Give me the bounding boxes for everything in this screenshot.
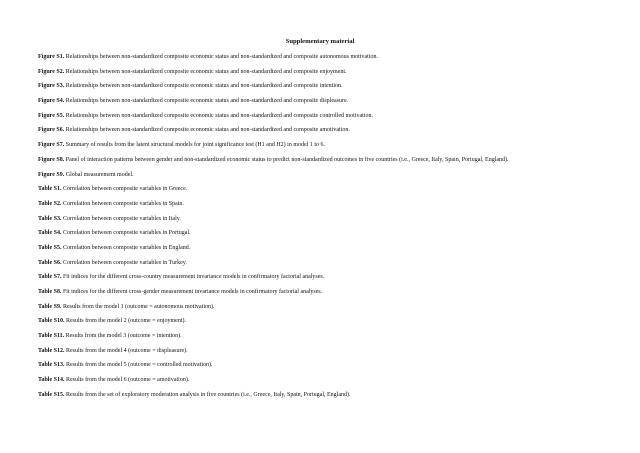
entry-label: Figure S7. [38, 142, 65, 149]
entry-description: Results from the model 6 (outcome = amotivation). [65, 377, 190, 384]
list-item [38, 347, 618, 362]
list-item [38, 244, 618, 259]
entry-label: Figure S5. [38, 112, 65, 119]
list-item [38, 332, 618, 347]
entry-description: Correlation between composite variables in Italy. [62, 215, 181, 222]
entry-description: Results from the model 1 (outcome = autonomous motivation). [62, 303, 215, 310]
list-item [38, 82, 618, 97]
entry-label: Figure S6. [38, 127, 65, 134]
entry-label: Figure S4. [38, 98, 65, 105]
entry-label: Table S7. [38, 274, 62, 281]
entry-description: Relationships between non-standardized composite economic status and non-standardized and composite displeasure. [65, 98, 349, 105]
list-item [38, 288, 618, 303]
list-item [38, 200, 618, 215]
entry-label: Table S8. [38, 289, 62, 295]
list-item [38, 273, 618, 288]
entry-label: Table S12. [38, 347, 65, 354]
entry-description: Relationships between non-standardized composite economic status and non-standardized and composite controlled motivation. [65, 112, 373, 119]
entry-description: Fit indices for the different cross-country measurement invariance models in confirmatory factorial analyses. [62, 274, 325, 281]
entry-label: Figure S2. [38, 68, 65, 75]
entry-label: Table S1. [38, 186, 62, 193]
entry-description: Results from the model 3 (outcome = intention). [65, 333, 182, 340]
entry-description: Relationships between non-standardized composite economic status and non-standardized and composite autonomous motivation. [65, 54, 378, 60]
entry-label: Figure S3. [38, 83, 65, 90]
list-item [38, 361, 618, 376]
entry-description: Results from the model 2 (outcome = enjoyment). [65, 318, 186, 325]
entry-label: Figure S9. [38, 171, 65, 178]
entry-description: Correlation between composite variables in Spain. [62, 200, 184, 207]
entry-label: Table S4. [38, 230, 62, 237]
list-item [38, 171, 618, 186]
entry-description: Summary of results from the latent structural models for joint significance test (H1 and H2) in model 1 to 6. [65, 142, 326, 149]
entry-description: Relationships between non-standardized composite economic status and non-standardized and composite intention. [65, 83, 343, 90]
entry-description: Results from the model 4 (outcome = displeasure). [65, 347, 188, 354]
list-item [38, 141, 618, 156]
list-item [38, 215, 618, 230]
list-item [38, 303, 618, 318]
list-item [38, 112, 618, 127]
entry-description: Correlation between composite variables in Turkey. [62, 259, 187, 266]
entry-label: Table S5. [38, 244, 62, 251]
list-item [38, 376, 618, 391]
list-item [38, 126, 618, 141]
entry-description: Relationships between non-standardized composite economic status and non-standardized and composite enjoyment. [65, 68, 347, 75]
list-item [38, 68, 618, 83]
entry-label: Table S14. [38, 377, 65, 384]
entry-description: Results from the model 5 (outcome = controlled motivation). [65, 362, 213, 369]
entry-label: Table S10. [38, 318, 65, 325]
list-item [38, 229, 618, 244]
entry-description: Relationships between non-standardized composite economic status and non-standardized and composite amotivation. [65, 127, 350, 134]
entry-label: Table S9. [38, 303, 62, 310]
entry-label: Table S3. [38, 215, 62, 222]
list-item [38, 53, 618, 68]
entry-description: Correlation between composite variables in Greece. [62, 186, 188, 193]
list-item [38, 156, 618, 171]
page-title: Supplementary material [285, 38, 355, 45]
entry-label: Table S15. [38, 391, 65, 398]
entry-label: Table S11. [38, 333, 65, 340]
entry-description: Fit indices for the different cross-gender measurement invariance models in confirmatory factorial analyses. [62, 289, 323, 295]
list-item [38, 185, 618, 200]
list-item [38, 391, 618, 406]
list-item [38, 317, 618, 332]
entry-label: Table S2. [38, 200, 62, 207]
entry-description: Panel of interaction patterns between gender and non-standardized economic status to predict non-standardized outcomes in five countries (i.e., Greece, Italy, Spain, Portugal, England). [65, 156, 509, 163]
supplementary-list [38, 53, 618, 406]
entry-label: Figure S1. [38, 54, 65, 60]
list-item [38, 259, 618, 274]
entry-description: Results from the set of exploratory moderation analysis in five countries (i.e., Greece, Italy, Spain, Portugal, England). [65, 391, 351, 398]
entry-description: Correlation between composite variables in England. [62, 244, 191, 251]
entry-description: Global measurement model. [65, 171, 134, 178]
list-item [38, 97, 618, 112]
entry-description: Correlation between composite variables in Portugal. [62, 230, 191, 237]
entry-label: Table S13. [38, 362, 65, 369]
entry-label: Table S6. [38, 259, 62, 266]
entry-label: Figure S8. [38, 156, 65, 163]
